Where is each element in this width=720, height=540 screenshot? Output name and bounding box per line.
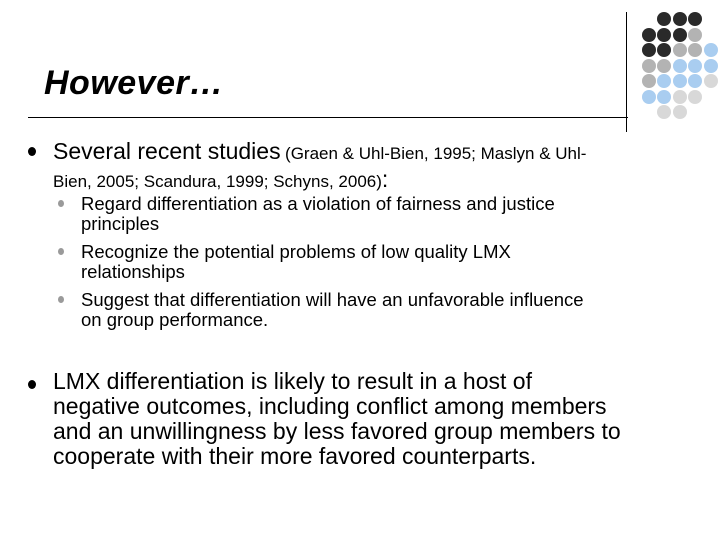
- bullet-2-line-1: LMX differentiation is likely to result in a host of: [53, 368, 532, 394]
- slide-title: However…: [44, 64, 224, 102]
- decorative-dot: [657, 74, 671, 88]
- bullet-1-colon: :: [381, 166, 389, 192]
- bullet-1-main: Several recent studies: [53, 138, 281, 164]
- decorative-dot: [657, 43, 671, 57]
- decorative-dot: [673, 90, 687, 104]
- bullet-2-line-2: negative outcomes, including conflict among members: [53, 393, 607, 419]
- decorative-dot: [673, 43, 687, 57]
- decorative-dot: [704, 59, 718, 73]
- decorative-dot: [642, 28, 656, 42]
- sub-bullet-2-line-2: relationships: [81, 261, 185, 282]
- sub-bullet-marker: [58, 248, 64, 255]
- sub-bullet-2-line-1: Recognize the potential problems of low quality LMX: [81, 241, 511, 262]
- vertical-divider: [626, 12, 627, 132]
- bullet-1-citation-b: Bien, 2005; Scandura, 1999; Schyns, 2006): [53, 172, 382, 191]
- decorative-dot: [688, 12, 702, 26]
- decorative-dot: [657, 59, 671, 73]
- sub-bullet-marker: [58, 296, 64, 303]
- bullet-marker: [28, 380, 36, 389]
- sub-bullet-1-line-1: Regard differentiation as a violation of fairness and justice: [81, 193, 555, 214]
- decorative-dot: [673, 12, 687, 26]
- decorative-dot: [688, 90, 702, 104]
- bullet-2-line-3: and an unwillingness by less favored group members to: [53, 418, 621, 444]
- decorative-dot: [704, 43, 718, 57]
- bullet-2-line-4: cooperate with their more favored counterparts.: [53, 443, 537, 469]
- bullet-1-line-1: [53, 139, 586, 164]
- decorative-dot: [642, 74, 656, 88]
- decorative-dot: [688, 28, 702, 42]
- decorative-dot: [673, 28, 687, 42]
- decorative-dot: [642, 43, 656, 57]
- title-divider: [28, 117, 628, 118]
- decorative-dot: [688, 74, 702, 88]
- decorative-dot: [673, 74, 687, 88]
- bullet-marker: [28, 147, 36, 156]
- decorative-dot: [688, 43, 702, 57]
- decorative-dot: [688, 59, 702, 73]
- sub-bullet-3-line-1: Suggest that differentiation will have an unfavorable influence: [81, 289, 584, 310]
- decorative-dot: [642, 59, 656, 73]
- sub-bullet-1-line-2: principles: [81, 213, 160, 234]
- decorative-dot: [673, 59, 687, 73]
- decorative-dot: [704, 74, 718, 88]
- decorative-dot: [657, 105, 671, 119]
- bullet-1-citation-a: (Graen & Uhl-Bien, 1995; Maslyn & Uhl-: [285, 144, 587, 163]
- bullet-1-line-2: [53, 167, 388, 192]
- decorative-dot: [673, 105, 687, 119]
- decorative-dot: [657, 12, 671, 26]
- decorative-dot: [657, 28, 671, 42]
- decorative-dot: [657, 90, 671, 104]
- sub-bullet-marker: [58, 200, 64, 207]
- decorative-dot: [642, 90, 656, 104]
- sub-bullet-3-line-2: on group performance.: [81, 309, 269, 330]
